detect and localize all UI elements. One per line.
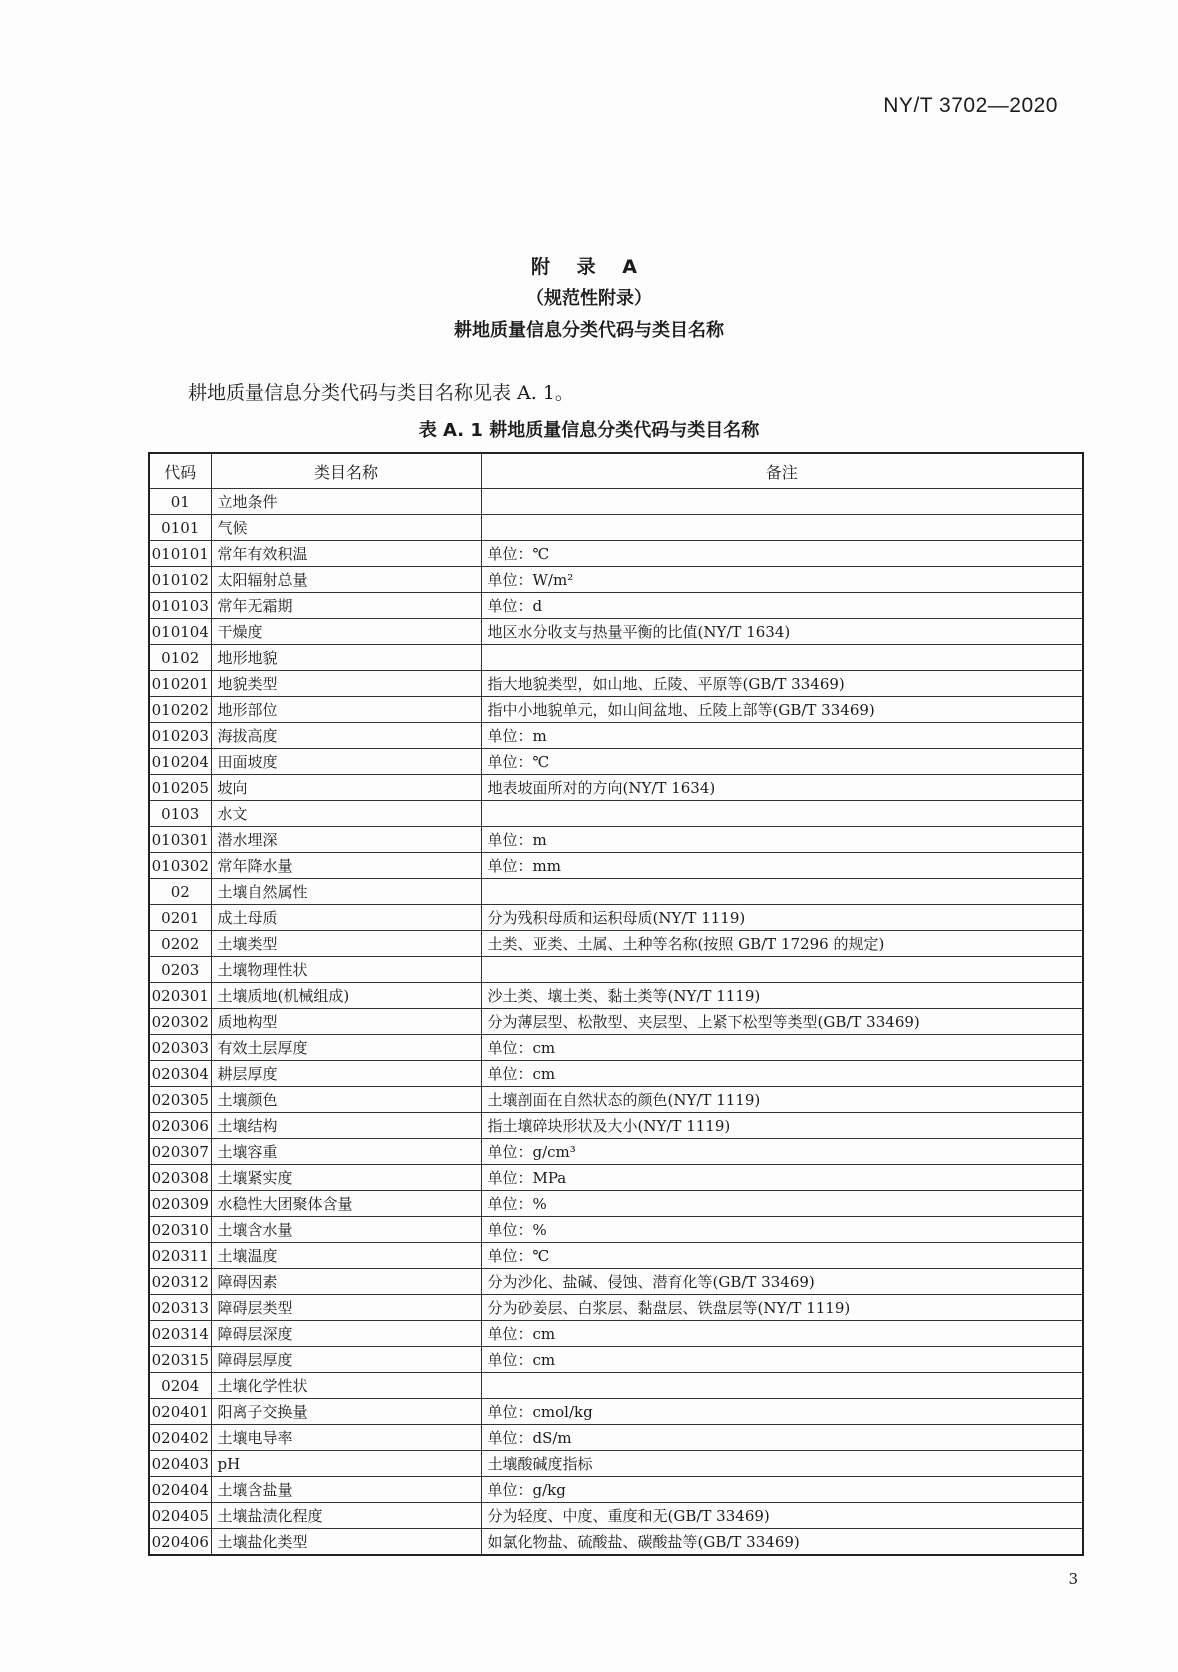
row-code: 01 — [149, 489, 211, 515]
row-code: 010102 — [149, 567, 211, 593]
table-row — [149, 1139, 1083, 1165]
table-header-row — [149, 453, 1083, 489]
table-row — [149, 775, 1083, 801]
table-row — [149, 1399, 1083, 1425]
row-name: 土壤结构 — [211, 1113, 481, 1139]
row-code: 010202 — [149, 697, 211, 723]
row-name: 障碍因素 — [211, 1269, 481, 1295]
row-code: 010201 — [149, 671, 211, 697]
row-code: 020312 — [149, 1269, 211, 1295]
row-note: 分为轻度、中度、重度和无(GB/T 33469) — [481, 1503, 1083, 1529]
row-name: pH — [211, 1451, 481, 1477]
row-name: 有效土层厚度 — [211, 1035, 481, 1061]
table-row — [149, 1529, 1083, 1556]
row-code: 010205 — [149, 775, 211, 801]
row-note: 单位：% — [481, 1191, 1083, 1217]
table-row — [149, 619, 1083, 645]
row-name: 障碍层厚度 — [211, 1347, 481, 1373]
row-note: 单位：℃ — [481, 541, 1083, 567]
row-code: 0201 — [149, 905, 211, 931]
table-row — [149, 1217, 1083, 1243]
row-note: 单位：% — [481, 1217, 1083, 1243]
table-row — [149, 905, 1083, 931]
row-code: 020310 — [149, 1217, 211, 1243]
row-note — [481, 645, 1083, 671]
appendix-type: （规范性附录） — [526, 288, 652, 309]
row-note: 单位：cm — [481, 1035, 1083, 1061]
table-row — [149, 957, 1083, 983]
page-number: 3 — [1068, 1570, 1078, 1588]
row-name: 太阳辐射总量 — [211, 567, 481, 593]
row-note: 沙土类、壤土类、黏土类等(NY/T 1119) — [481, 983, 1083, 1009]
row-name: 障碍层类型 — [211, 1295, 481, 1321]
row-code: 020303 — [149, 1035, 211, 1061]
intro-text: 耕地质量信息分类代码与类目名称见表 A. 1。 — [188, 382, 574, 404]
table-row — [149, 1477, 1083, 1503]
row-name: 土壤颜色 — [211, 1087, 481, 1113]
row-code: 020302 — [149, 1009, 211, 1035]
row-name: 潜水埋深 — [211, 827, 481, 853]
table-row — [149, 1243, 1083, 1269]
row-name: 阳离子交换量 — [211, 1399, 481, 1425]
row-name: 土壤紧实度 — [211, 1165, 481, 1191]
row-note: 分为沙化、盐碱、侵蚀、潜育化等(GB/T 33469) — [481, 1269, 1083, 1295]
row-code: 010101 — [149, 541, 211, 567]
row-name: 地形部位 — [211, 697, 481, 723]
row-name: 水文 — [211, 801, 481, 827]
row-code: 020402 — [149, 1425, 211, 1451]
row-note: 单位：cm — [481, 1347, 1083, 1373]
row-note: 单位：m — [481, 827, 1083, 853]
table-row — [149, 749, 1083, 775]
row-code: 010301 — [149, 827, 211, 853]
row-note: 单位：mm — [481, 853, 1083, 879]
table-row — [149, 593, 1083, 619]
row-note: 单位：cm — [481, 1321, 1083, 1347]
row-name: 土壤容重 — [211, 1139, 481, 1165]
row-name: 土壤盐化类型 — [211, 1529, 481, 1556]
row-note: 指土壤碎块形状及大小(NY/T 1119) — [481, 1113, 1083, 1139]
header-code: 代码 — [149, 453, 211, 489]
row-code: 020405 — [149, 1503, 211, 1529]
row-name: 水稳性大团聚体含量 — [211, 1191, 481, 1217]
row-note: 土壤剖面在自然状态的颜色(NY/T 1119) — [481, 1087, 1083, 1113]
row-name: 土壤化学性状 — [211, 1373, 481, 1399]
row-code: 02 — [149, 879, 211, 905]
row-name: 坡向 — [211, 775, 481, 801]
row-code: 0202 — [149, 931, 211, 957]
table-row — [149, 801, 1083, 827]
standard-number: NY/T 3702—2020 — [883, 94, 1058, 117]
row-note: 分为残积母质和运积母质(NY/T 1119) — [481, 905, 1083, 931]
table-row — [149, 931, 1083, 957]
header-note: 备注 — [481, 453, 1083, 489]
table-row — [149, 1451, 1083, 1477]
row-code: 010104 — [149, 619, 211, 645]
row-name: 土壤盐渍化程度 — [211, 1503, 481, 1529]
row-name: 质地构型 — [211, 1009, 481, 1035]
row-note: 单位：m — [481, 723, 1083, 749]
table-row — [149, 1269, 1083, 1295]
row-name: 地貌类型 — [211, 671, 481, 697]
row-note: 单位：dS/m — [481, 1425, 1083, 1451]
table-caption: 表 A. 1 耕地质量信息分类代码与类目名称 — [418, 420, 760, 441]
row-name: 气候 — [211, 515, 481, 541]
row-name: 干燥度 — [211, 619, 481, 645]
row-code: 020306 — [149, 1113, 211, 1139]
row-name: 地形地貌 — [211, 645, 481, 671]
row-note — [481, 879, 1083, 905]
row-note: 单位：g/cm³ — [481, 1139, 1083, 1165]
row-note: 指中小地貌单元，如山间盆地、丘陵上部等(GB/T 33469) — [481, 697, 1083, 723]
row-note: 地表坡面所对的方向(NY/T 1634) — [481, 775, 1083, 801]
table-row — [149, 1061, 1083, 1087]
row-name: 耕层厚度 — [211, 1061, 481, 1087]
table-row — [149, 1165, 1083, 1191]
row-name: 常年无霜期 — [211, 593, 481, 619]
row-note: 土类、亚类、土属、土种等名称(按照 GB/T 17296 的规定) — [481, 931, 1083, 957]
table-row — [149, 489, 1083, 515]
table-row — [149, 1191, 1083, 1217]
header-name: 类目名称 — [211, 453, 481, 489]
row-code: 0102 — [149, 645, 211, 671]
row-name: 海拔高度 — [211, 723, 481, 749]
table-row — [149, 671, 1083, 697]
row-note: 单位：MPa — [481, 1165, 1083, 1191]
row-code: 020401 — [149, 1399, 211, 1425]
row-note: 指大地貌类型，如山地、丘陵、平原等(GB/T 33469) — [481, 671, 1083, 697]
row-name: 土壤质地(机械组成) — [211, 983, 481, 1009]
row-code: 0203 — [149, 957, 211, 983]
row-note: 地区水分收支与热量平衡的比值(NY/T 1634) — [481, 619, 1083, 645]
table-row — [149, 541, 1083, 567]
row-name: 土壤电导率 — [211, 1425, 481, 1451]
row-code: 0103 — [149, 801, 211, 827]
row-code: 020305 — [149, 1087, 211, 1113]
row-note — [481, 1373, 1083, 1399]
table-row — [149, 1113, 1083, 1139]
table-row — [149, 723, 1083, 749]
row-name: 成土母质 — [211, 905, 481, 931]
table-row — [149, 515, 1083, 541]
row-code: 020311 — [149, 1243, 211, 1269]
row-name: 土壤物理性状 — [211, 957, 481, 983]
row-note: 分为砂姜层、白浆层、黏盘层、铁盘层等(NY/T 1119) — [481, 1295, 1083, 1321]
row-code: 010203 — [149, 723, 211, 749]
appendix-title: 附 录 A — [531, 256, 647, 278]
row-code: 020307 — [149, 1139, 211, 1165]
row-code: 020403 — [149, 1451, 211, 1477]
row-name: 立地条件 — [211, 489, 481, 515]
row-name: 土壤自然属性 — [211, 879, 481, 905]
row-note — [481, 489, 1083, 515]
row-code: 020308 — [149, 1165, 211, 1191]
row-code: 0101 — [149, 515, 211, 541]
table-row — [149, 1087, 1083, 1113]
row-code: 010103 — [149, 593, 211, 619]
table-row — [149, 1425, 1083, 1451]
row-note: 如氯化物盐、硫酸盐、碳酸盐等(GB/T 33469) — [481, 1529, 1083, 1556]
row-code: 020404 — [149, 1477, 211, 1503]
table-row — [149, 1373, 1083, 1399]
table-row — [149, 1035, 1083, 1061]
row-note — [481, 957, 1083, 983]
row-name: 常年降水量 — [211, 853, 481, 879]
row-note: 分为薄层型、松散型、夹层型、上紧下松型等类型(GB/T 33469) — [481, 1009, 1083, 1035]
table-row — [149, 1321, 1083, 1347]
table-row — [149, 1503, 1083, 1529]
table-row — [149, 645, 1083, 671]
row-code: 020309 — [149, 1191, 211, 1217]
row-code: 010302 — [149, 853, 211, 879]
appendix-subtitle: 耕地质量信息分类代码与类目名称 — [454, 320, 724, 341]
table-row — [149, 567, 1083, 593]
table-row — [149, 983, 1083, 1009]
row-name: 土壤含盐量 — [211, 1477, 481, 1503]
row-note: 单位：W/m² — [481, 567, 1083, 593]
classification-table — [148, 452, 1084, 1556]
row-name: 常年有效积温 — [211, 541, 481, 567]
table-body — [149, 489, 1083, 1556]
row-code: 020301 — [149, 983, 211, 1009]
row-name: 土壤类型 — [211, 931, 481, 957]
row-note: 土壤酸碱度指标 — [481, 1451, 1083, 1477]
row-name: 土壤含水量 — [211, 1217, 481, 1243]
row-note: 单位：cm — [481, 1061, 1083, 1087]
table-row — [149, 853, 1083, 879]
row-code: 020406 — [149, 1529, 211, 1556]
row-name: 障碍层深度 — [211, 1321, 481, 1347]
row-name: 土壤温度 — [211, 1243, 481, 1269]
table-row — [149, 1009, 1083, 1035]
row-code: 0204 — [149, 1373, 211, 1399]
table-row — [149, 1347, 1083, 1373]
table-row — [149, 697, 1083, 723]
table-row — [149, 1295, 1083, 1321]
row-code: 020314 — [149, 1321, 211, 1347]
row-note — [481, 515, 1083, 541]
row-code: 020315 — [149, 1347, 211, 1373]
row-code: 020304 — [149, 1061, 211, 1087]
table-row — [149, 879, 1083, 905]
row-code: 020313 — [149, 1295, 211, 1321]
row-note — [481, 801, 1083, 827]
row-note: 单位：g/kg — [481, 1477, 1083, 1503]
row-note: 单位：℃ — [481, 1243, 1083, 1269]
row-note: 单位：℃ — [481, 749, 1083, 775]
table-row — [149, 827, 1083, 853]
row-name: 田面坡度 — [211, 749, 481, 775]
row-note: 单位：d — [481, 593, 1083, 619]
row-code: 010204 — [149, 749, 211, 775]
row-note: 单位：cmol/kg — [481, 1399, 1083, 1425]
